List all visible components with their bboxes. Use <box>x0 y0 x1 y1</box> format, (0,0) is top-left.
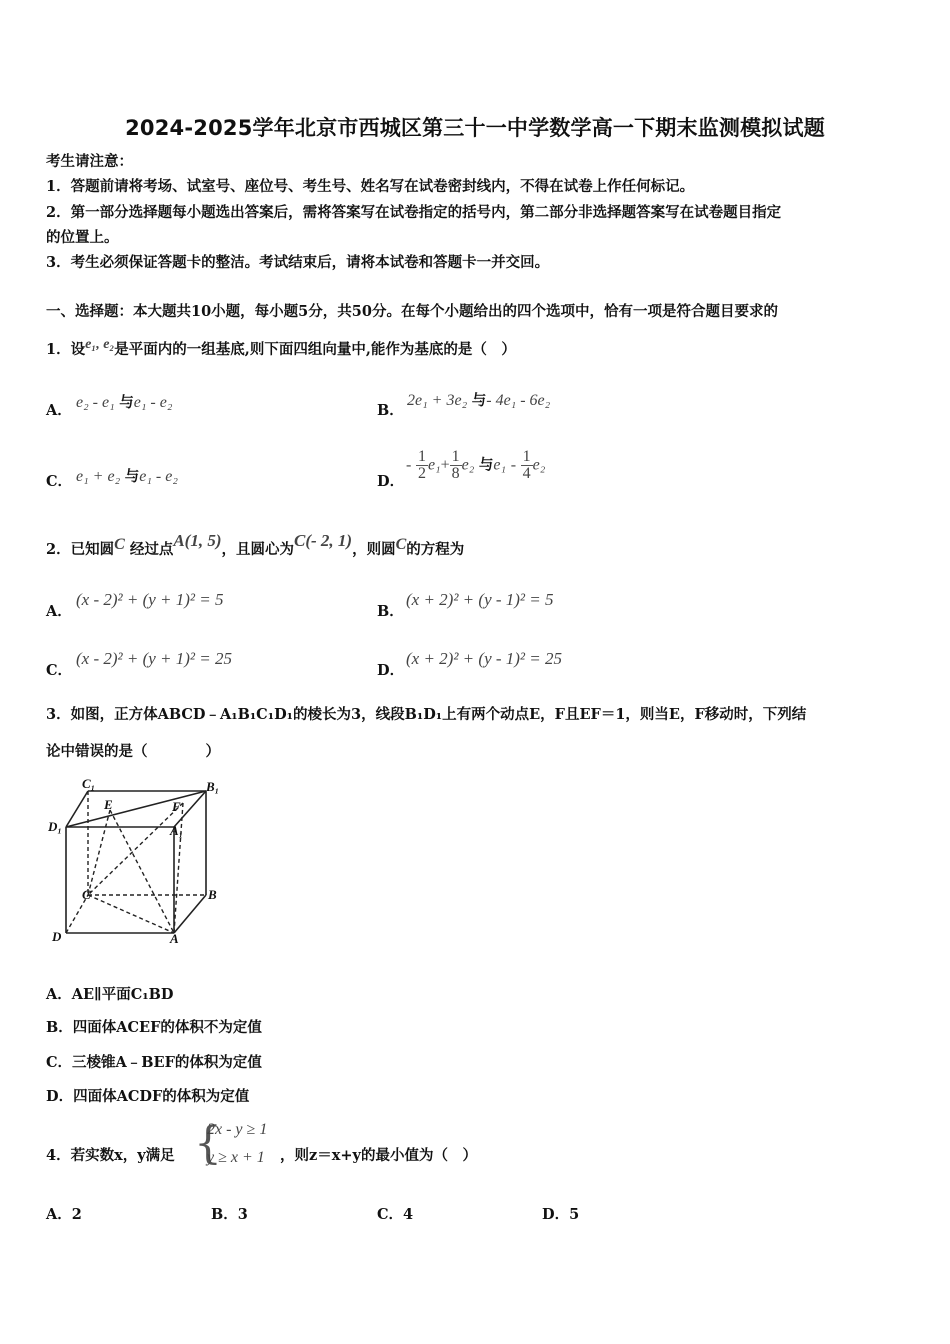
q2-stem <box>46 531 465 564</box>
segment-c-a <box>88 895 174 933</box>
label-f: F <box>172 799 181 814</box>
q2-text-4: 的方程为 <box>406 541 465 558</box>
q1-option-a-label: A． <box>46 402 72 419</box>
label-d: D <box>52 929 62 944</box>
q2-text-2: ，且圆心为 <box>221 541 294 558</box>
cube-figure <box>48 775 228 947</box>
q1-d-frac2-den: 8 <box>451 465 460 482</box>
q3-stem-line1: 3．如图，正方体ABCD﹣A₁B₁C₁D₁的棱长为3，线段B₁D₁上有两个动点E，F且EF＝1，则当E，F移动时，下列结 <box>46 706 807 723</box>
q1-d-frac1-den: 2 <box>417 465 426 482</box>
label-b1: B₁ <box>206 779 220 794</box>
label-a1: A₁ <box>170 823 184 838</box>
q4-option-c: C．4 <box>377 1206 414 1223</box>
notice-item-2: 2．第一部分选择题每小题选出答案后，需将答案写在试卷指定的括号内，第二部分非选择题答案写在试卷题目指定 <box>46 204 782 221</box>
q1-option-c <box>76 467 178 487</box>
q1-d-minus: - <box>510 456 517 474</box>
q1-d-frac2 <box>450 449 462 482</box>
q2-center: C(- 2, 1) <box>294 531 353 550</box>
notice-heading: 考生请注意： <box>46 153 133 170</box>
q1-d-frac3 <box>521 449 533 482</box>
q2-option-a: (x - 2)² + (y + 1)² = 5 <box>76 590 224 609</box>
q2-option-a-label: A． <box>46 603 72 620</box>
label-c: C <box>82 887 91 902</box>
q1-d-frac2-num: 1 <box>451 448 460 465</box>
q1-d-and: 与 <box>478 456 494 474</box>
q4-option-d: D．5 <box>542 1206 580 1223</box>
q1-option-a <box>76 393 172 413</box>
q1-option-c-label: C． <box>46 473 73 490</box>
segment-f-c <box>88 803 183 895</box>
q4-text: ，则z＝x+y的最小值为（ ） <box>280 1147 477 1164</box>
q1-a-and: 与 <box>119 394 134 411</box>
segment-d1-b1 <box>66 791 206 827</box>
q1-text: 是平面内的一组基底,则下面四组向量中,能作为基底的是（ ） <box>114 341 516 358</box>
q1-vars: e₁, e₂ <box>85 337 115 352</box>
q1-d-e1b: e₁ <box>493 456 507 474</box>
q1-c-and: 与 <box>124 468 140 485</box>
label-c1: C₁ <box>82 776 96 791</box>
q1-d-frac1-num: 1 <box>417 448 426 465</box>
q1-option-d <box>406 449 545 482</box>
q1-c-vec2: e₁ - e₂ <box>139 468 178 485</box>
q3-option-c: C．三棱锥A﹣BEF的体积为定值 <box>46 1054 262 1071</box>
q1-a-vec2: e₁ - e₂ <box>133 394 173 411</box>
notice-item-2-cont: 的位置上。 <box>46 229 119 246</box>
q4-option-b: B．3 <box>211 1206 248 1223</box>
q1-b-and: 与 <box>471 392 487 409</box>
q1-d-frac1 <box>416 449 428 482</box>
q3-stem-line2: 论中错误的是（ ） <box>46 743 220 760</box>
q1-d-plus: + <box>440 456 450 474</box>
q4-prefix: 4．若实数x，y满足 <box>46 1147 175 1164</box>
q1-d-frac3-den: 4 <box>522 465 531 482</box>
q4-sys-2: y ≥ x + 1 <box>207 1149 265 1166</box>
q3-option-d: D．四面体ACDF的体积为定值 <box>46 1088 250 1105</box>
q3-option-b: B．四面体ACEF的体积不为定值 <box>46 1019 262 1036</box>
q3-option-a: A．AE∥平面C₁BD <box>46 986 174 1003</box>
q2-text-1: 经过点 <box>129 541 174 558</box>
q1-prefix: 1．设 <box>46 341 86 358</box>
page-title: 2024-2025学年北京市西城区第三十一中学数学高一下期末监测模拟试题 <box>125 116 825 140</box>
label-a: A <box>170 931 179 946</box>
q2-prefix: 2．已知圆 <box>46 541 115 558</box>
q1-a-vec1: e₂ - e₁ <box>76 394 115 411</box>
q1-d-frac3-num: 1 <box>522 448 531 465</box>
q2-option-c-label: C． <box>46 662 73 679</box>
q2-option-b-label: B． <box>377 603 404 620</box>
section-heading: 一、选择题：本大题共10小题，每小题5分，共50分。在每个小题给出的四个选项中，恰有一项是符合题目要求的 <box>46 303 778 320</box>
q2-text-3: ，则圆 <box>352 541 396 558</box>
q1-option-b <box>407 391 550 411</box>
q1-c-vec1: e₁ + e₂ <box>76 468 121 485</box>
edge-a-b <box>174 895 206 933</box>
label-b: B <box>208 887 217 902</box>
q2-option-b: (x + 2)² + (y - 1)² = 5 <box>406 590 554 609</box>
q1-d-neg: - <box>406 456 412 474</box>
q1-d-e2b: e₂ <box>532 456 546 474</box>
label-e: E <box>104 797 113 812</box>
q1-option-b-label: B． <box>377 402 404 419</box>
notice-item-3: 3．考生必须保证答题卡的整洁。考试结束后，请将本试卷和答题卡一并交回。 <box>46 254 550 271</box>
q1-b-vec2: - 4e₁ - 6e₂ <box>486 392 551 409</box>
q2-option-c: (x - 2)² + (y + 1)² = 25 <box>76 649 233 668</box>
q1-option-d-label: D． <box>377 473 405 490</box>
q1-d-e1: e₁ <box>427 456 441 474</box>
q1-stem <box>46 337 516 361</box>
segment-e-a <box>110 810 174 933</box>
notice-item-1: 1．答题前请将考场、试室号、座位号、考生号、姓名写在试卷密封线内，不得在试卷上作任何标记。 <box>46 178 695 195</box>
q1-d-e2: e₂ <box>461 456 475 474</box>
q2-circle-c2: C <box>395 536 407 553</box>
q2-circle-c: C <box>114 536 125 553</box>
q4-option-a: A．2 <box>46 1206 82 1223</box>
segment-e-c <box>88 810 110 895</box>
q2-point-a: A(1, 5) <box>173 531 222 550</box>
q1-b-vec1: 2e₁ + 3e₂ <box>407 392 468 409</box>
q4-brace: { <box>194 1118 222 1169</box>
q4-sys-1: 2x - y ≥ 1 <box>207 1121 268 1138</box>
label-d1: D₁ <box>48 819 62 834</box>
q2-option-d-label: D． <box>377 662 405 679</box>
q2-option-d: (x + 2)² + (y - 1)² = 25 <box>406 649 563 668</box>
